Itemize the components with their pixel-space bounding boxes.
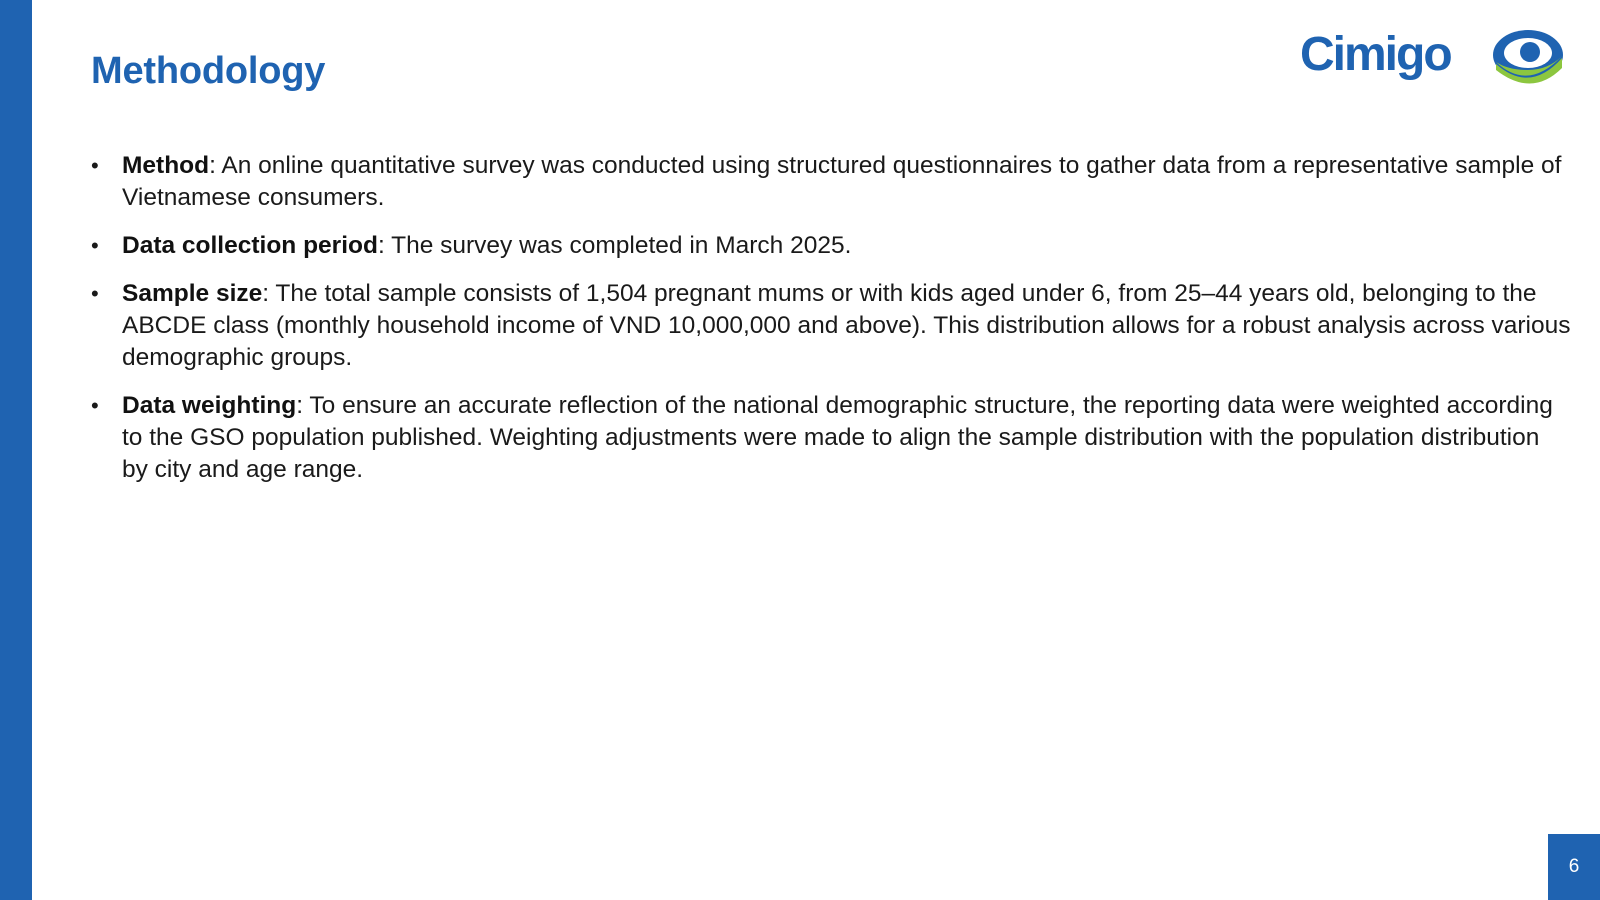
bullet-text: : The survey was completed in March 2025. <box>377 232 852 259</box>
bullet-term: Data weighting <box>122 392 297 419</box>
methodology-list <box>91 150 1571 502</box>
bullet-icon: • <box>91 281 99 306</box>
eye-icon <box>1493 30 1563 84</box>
cimigo-logo <box>1300 20 1565 90</box>
bullet-term: Method <box>122 152 210 179</box>
list-item <box>91 390 1571 486</box>
bullet-text: : An online quantitative survey was conducted using structured questionnaires to gather data from a representative sample of Vietnamese consumers. <box>122 152 1562 211</box>
bullet-term: Data collection period <box>122 232 378 259</box>
page-number-box <box>1548 834 1600 900</box>
bullet-text: : To ensure an accurate reflection of the national demographic structure, the reporting data were weighted according to the GSO population published. Weighting adjustments were made to align the sample distribution with the population distribution by city and age range. <box>122 392 1553 483</box>
list-item <box>91 278 1571 374</box>
bullet-term: Sample size <box>122 280 263 307</box>
page-title: Methodology <box>91 50 326 92</box>
logo-wordmark: Cimigo <box>1300 28 1451 81</box>
bullet-icon: • <box>91 393 99 418</box>
bullet-text: : The total sample consists of 1,504 pregnant mums or with kids aged under 6, from 25–44 years old, belonging to the ABCDE class (monthly household income of VND 10,000,000 and above). This distribution allows for a robust analysis across various demographic groups. <box>122 280 1571 371</box>
list-item <box>91 230 1571 262</box>
page-number: 6 <box>1568 856 1580 877</box>
bullet-icon: • <box>91 153 99 178</box>
left-accent-bar <box>0 0 32 900</box>
bullet-icon: • <box>91 233 99 258</box>
list-item <box>91 150 1571 214</box>
